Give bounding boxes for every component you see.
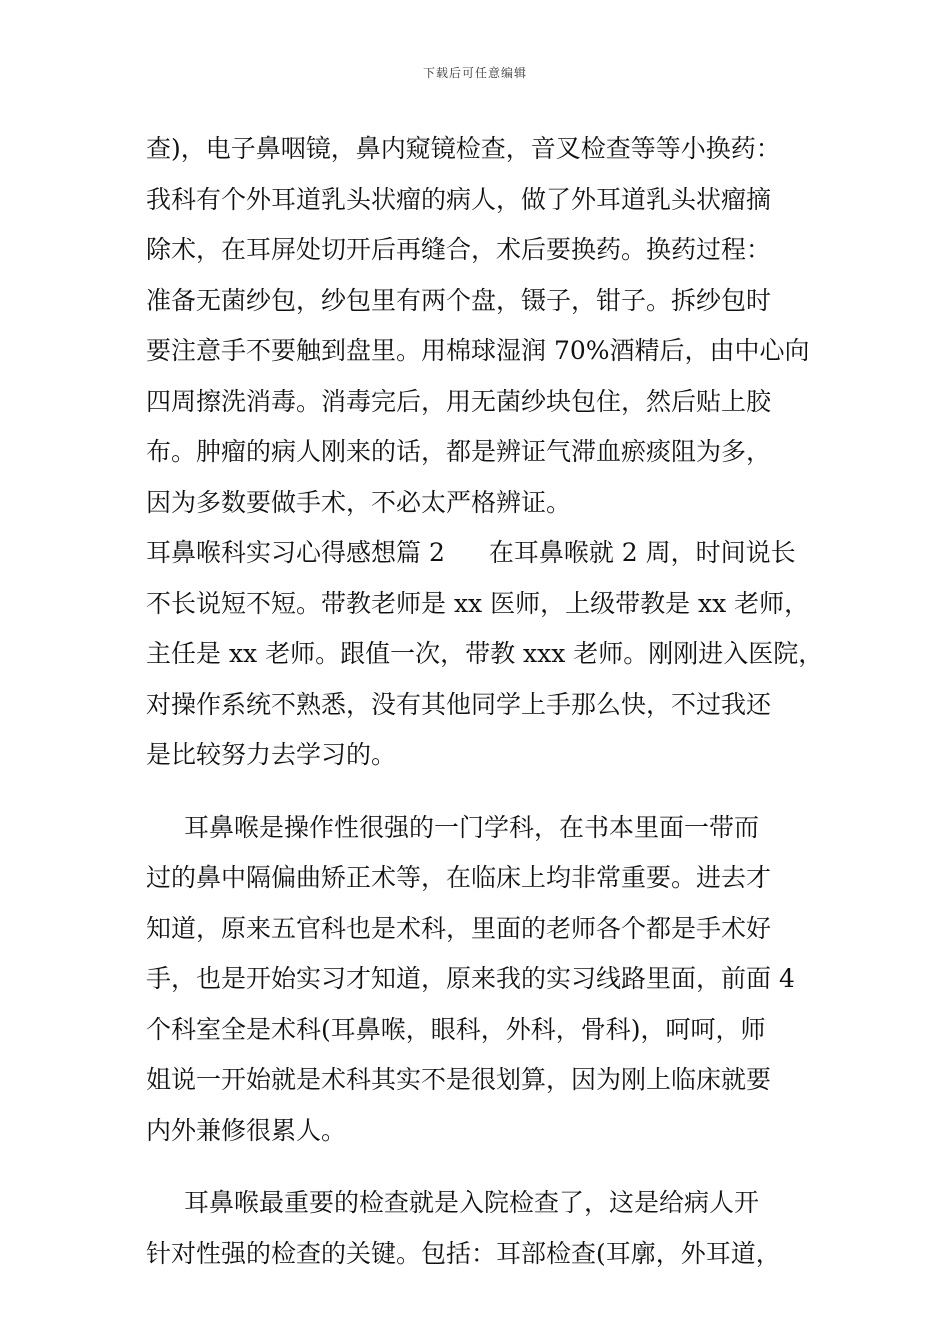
text-line: 对操作系统不熟悉，没有其他同学上手那么快，不过我还 [146,689,772,719]
text-line: 布。肿瘤的病人刚来的话，都是辨证气滞血瘀痰阻为多， [146,437,772,466]
text-line: 因为多数要做手术，不必太严格辨证。 [146,487,572,517]
text-line: 主任是 xx 老师。跟值一次，带教 xxx 老师。刚刚进入医院， [146,639,824,668]
text-line: 个科室全是术科(耳鼻喉，眼科，外科，骨科)，呵呵，师 [146,1014,766,1044]
text-line: 除术，在耳屏处切开后再缝合，术后要换药。换药过程： [146,235,772,264]
text-line: 我科有个外耳道乳头状瘤的病人，做了外耳道乳头状瘤摘 [146,184,772,214]
text-line: 准备无菌纱包，纱包里有两个盘，镊子，钳子。拆纱包时 [146,285,772,315]
text-line: 不长说短不短。带教老师是 xx 医师，上级带教是 xx 老师， [146,588,810,618]
text-line: 要注意手不要触到盘里。用棉球湿润 70%酒精后，由中心向 [146,336,810,365]
paragraph-spacer [146,781,836,803]
page-header-note: 下载后可任意编辑 [422,66,527,80]
document-body [146,124,836,1279]
text-line: 姐说一开始就是术科其实不是很划算，因为刚上临床就要 [146,1065,772,1094]
text-line: 手，也是开始实习才知道，原来我的实习线路里面，前面 4 [146,964,795,993]
section-heading-line [146,528,836,579]
text-line: 查)，电子鼻咽镜，鼻内窥镜检查，音叉检查等等小换药： [146,134,781,163]
text-line: 四周擦洗消毒。消毒完后，用无菌纱块包住，然后贴上胶 [146,386,772,416]
paragraph-spacer [146,1156,836,1178]
text-line: 针对性强的检查的关键。包括：耳部检查(耳廓，外耳道， [146,1238,781,1268]
text-line: 过的鼻中隔偏曲矫正术等，在临床上均非常重要。进去才 [146,863,772,892]
paragraph-first-line: 耳鼻喉是操作性很强的一门学科，在书本里面一带而 [184,812,760,842]
text-line: 知道，原来五官科也是术科，里面的老师各个都是手术好 [146,913,772,943]
text-line: 内外兼修很累人。 [146,1115,347,1145]
section-title: 耳鼻喉科实习心得感想篇 2 [146,538,445,567]
section-intro-text: 在耳鼻喉就 2 周，时间说长 [488,538,796,567]
paragraph-first-line: 耳鼻喉最重要的检查就是入院检查了，这是给病人开 [184,1188,760,1217]
text-line: 是比较努力去学习的。 [146,740,397,769]
